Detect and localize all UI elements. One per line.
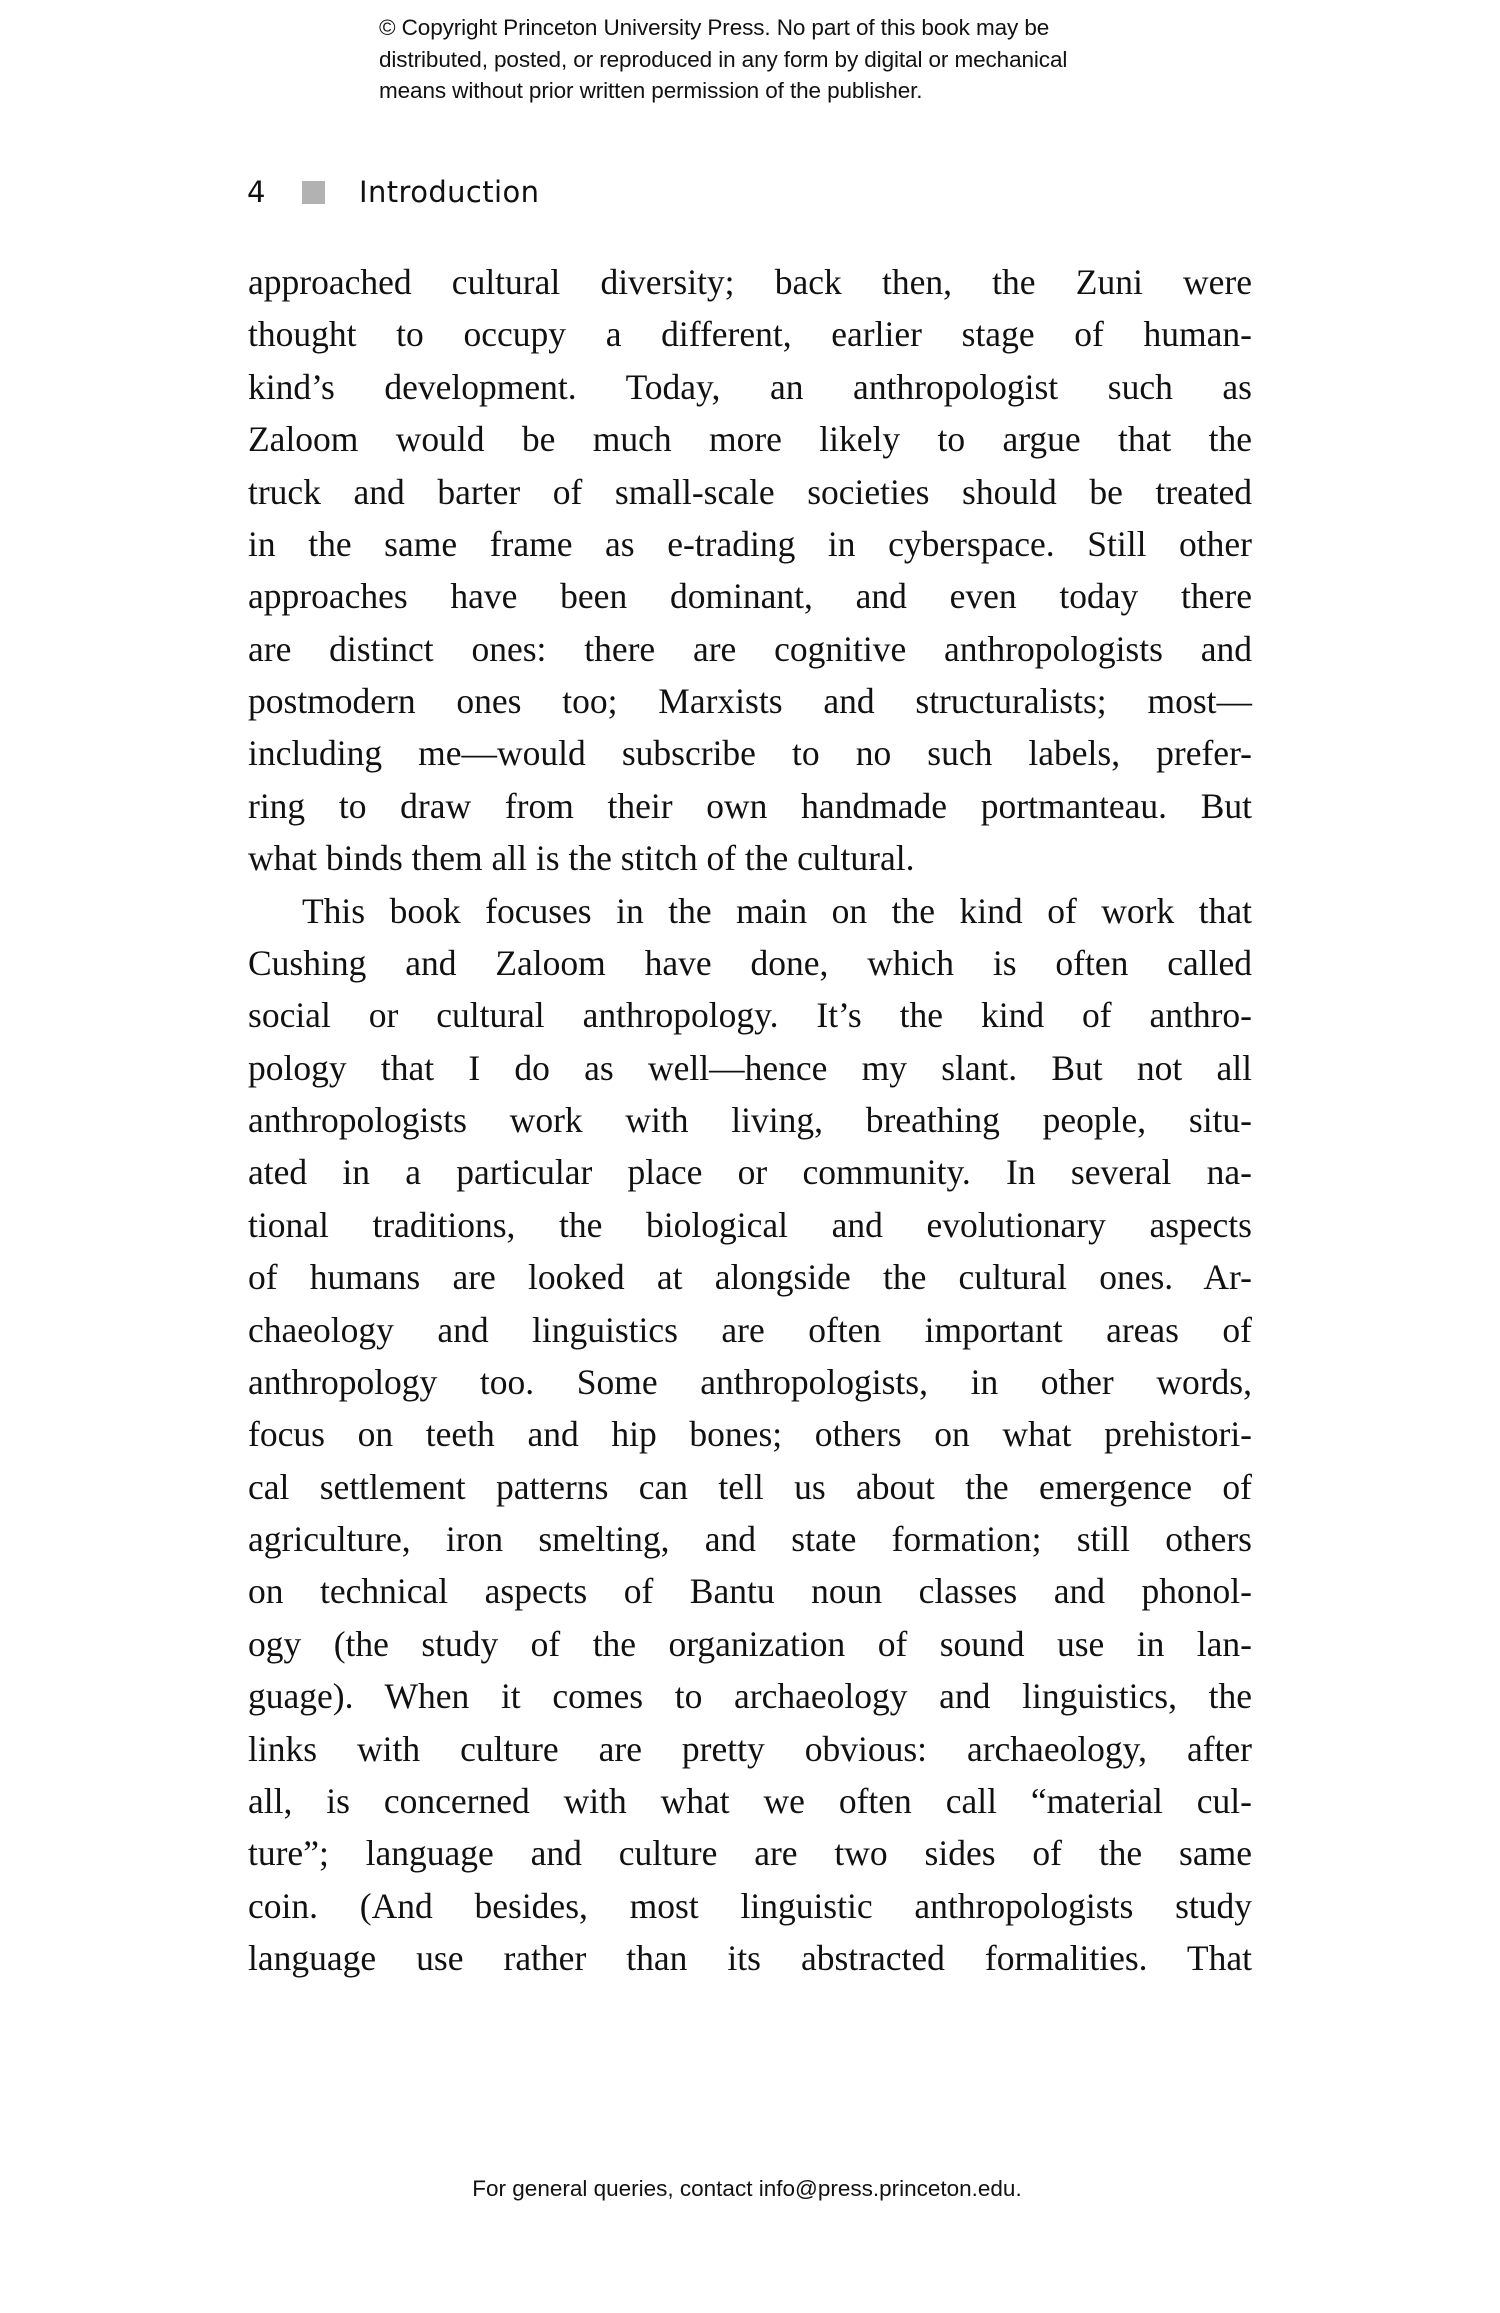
- text-line: chaeology and linguistics are often important areas of: [248, 1309, 1252, 1350]
- text-line: ring to draw from their own handmade portmanteau. But: [248, 785, 1252, 826]
- copyright-line: distributed, posted, or reproduced in any form by digital or mechanical: [379, 46, 1068, 72]
- text-line: guage). When it comes to archaeology and linguistics, the: [248, 1676, 1252, 1717]
- paragraph: [248, 885, 1252, 1985]
- text-line: truck and barter of small-scale societies should be treated: [248, 471, 1252, 512]
- text-line: focus on teeth and hip bones; others on what prehistori-: [248, 1414, 1252, 1455]
- copyright-line: © Copyright Princeton University Press. No part of this book may be: [379, 15, 1050, 40]
- text-line: thought to occupy a different, earlier stage of human-: [248, 314, 1252, 355]
- square-separator-icon: [302, 181, 325, 204]
- text-line: links with culture are pretty obvious: archaeology, after: [248, 1728, 1252, 1769]
- text-line: approached cultural diversity; back then, the Zuni were: [248, 262, 1252, 302]
- copyright-notice: [379, 12, 1239, 107]
- text-line: ogy (the study of the organization of sound use in lan-: [248, 1623, 1252, 1664]
- text-line: ture”; language and culture are two sides of the same: [248, 1833, 1252, 1874]
- text-line: tional traditions, the biological and evolutionary aspects: [248, 1204, 1252, 1245]
- body-text: [248, 256, 1252, 1984]
- text-line: anthropology too. Some anthropologists, in other words,: [248, 1361, 1252, 1402]
- text-line: This book focuses in the main on the kind of work that: [302, 890, 1252, 931]
- text-line: approaches have been dominant, and even today there: [248, 576, 1252, 617]
- section-title: Introduction: [359, 175, 540, 209]
- text-line: of humans are looked at alongside the cultural ones. Ar-: [248, 1257, 1252, 1298]
- text-line: Cushing and Zaloom have done, which is often called: [248, 942, 1252, 983]
- text-line: ated in a particular place or community. In several na-: [248, 1152, 1252, 1193]
- text-line: kind’s development. Today, an anthropologist such as: [248, 366, 1252, 407]
- text-line: are distinct ones: there are cognitive anthropologists and: [248, 628, 1252, 669]
- text-line: on technical aspects of Bantu noun classes and phonol-: [248, 1571, 1252, 1612]
- text-line: in the same frame as e-trading in cyberspace. Still other: [248, 523, 1252, 564]
- paragraph: [248, 256, 1252, 885]
- footer-contact: For general queries, contact info@press.princeton.edu.: [472, 2176, 1022, 2201]
- text-line: coin. (And besides, most linguistic anthropologists study: [248, 1885, 1252, 1926]
- text-line: including me—would subscribe to no such labels, prefer-: [248, 733, 1252, 774]
- text-line: postmodern ones too; Marxists and structuralists; most—: [248, 681, 1252, 721]
- text-line: what binds them all is the stitch of the cultural.: [248, 838, 915, 879]
- text-line: cal settlement patterns can tell us about the emergence of: [248, 1466, 1252, 1507]
- text-line: Zaloom would be much more likely to argue that the: [248, 419, 1252, 460]
- running-head: [247, 172, 539, 212]
- page-number: 4: [247, 175, 266, 209]
- text-line: social or cultural anthropology. It’s the kind of anthro-: [248, 995, 1252, 1036]
- text-line: pology that I do as well—hence my slant. But not all: [248, 1047, 1252, 1088]
- copyright-line: means without prior written permission of the publisher.: [379, 78, 923, 103]
- text-line: all, is concerned with what we often call “material cul-: [248, 1780, 1252, 1821]
- text-line: language use rather than its abstracted formalities. That: [248, 1938, 1252, 1978]
- text-line: agriculture, iron smelting, and state formation; still others: [248, 1519, 1252, 1559]
- text-line: anthropologists work with living, breathing people, situ-: [248, 1100, 1252, 1140]
